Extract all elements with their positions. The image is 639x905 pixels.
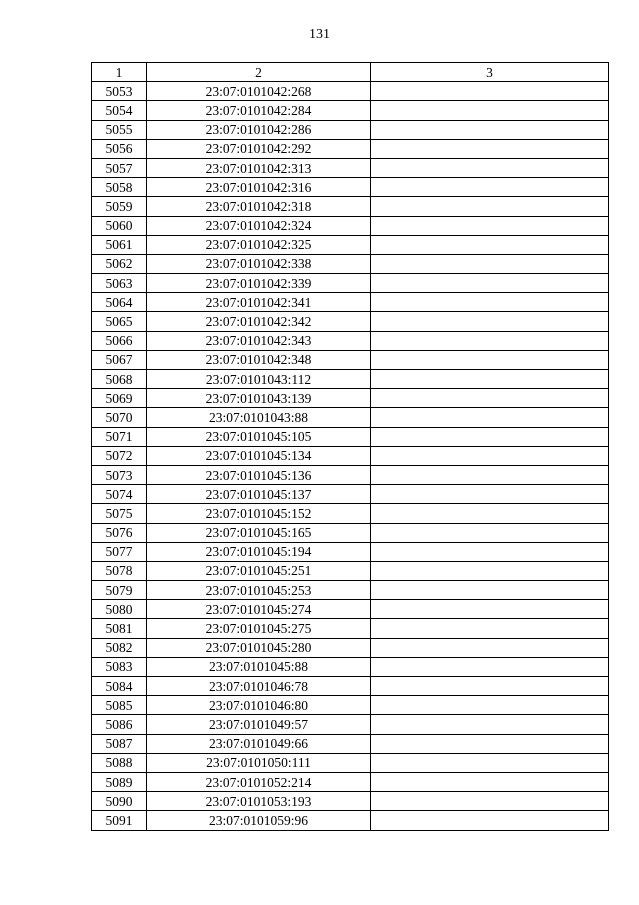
note-cell xyxy=(371,504,609,523)
table-row xyxy=(92,120,609,139)
row-number-cell: 5070 xyxy=(92,408,147,427)
table-row xyxy=(92,408,609,427)
note-cell xyxy=(371,139,609,158)
note-cell xyxy=(371,465,609,484)
row-number-cell: 5079 xyxy=(92,581,147,600)
row-number-cell: 5089 xyxy=(92,772,147,791)
row-number-cell: 5080 xyxy=(92,600,147,619)
row-number-cell: 5078 xyxy=(92,561,147,580)
table-row xyxy=(92,696,609,715)
table-row xyxy=(92,619,609,638)
row-number-cell: 5053 xyxy=(92,82,147,101)
note-cell xyxy=(371,408,609,427)
note-cell xyxy=(371,370,609,389)
table-row xyxy=(92,638,609,657)
note-cell xyxy=(371,811,609,830)
row-number-cell: 5072 xyxy=(92,446,147,465)
cadastral-number-cell: 23:07:0101045:152 xyxy=(147,504,371,523)
row-number-cell: 5082 xyxy=(92,638,147,657)
cadastral-number-cell: 23:07:0101042:284 xyxy=(147,101,371,120)
cadastral-number-cell: 23:07:0101042:318 xyxy=(147,197,371,216)
row-number-cell: 5073 xyxy=(92,465,147,484)
table-row xyxy=(92,753,609,772)
table-row xyxy=(92,216,609,235)
row-number-cell: 5086 xyxy=(92,715,147,734)
cadastral-number-cell: 23:07:0101045:280 xyxy=(147,638,371,657)
cadastral-number-cell: 23:07:0101042:343 xyxy=(147,331,371,350)
registry-table xyxy=(91,62,609,831)
note-cell xyxy=(371,178,609,197)
table-row xyxy=(92,235,609,254)
column-header-2: 2 xyxy=(147,63,371,82)
note-cell xyxy=(371,772,609,791)
cadastral-number-cell: 23:07:0101043:112 xyxy=(147,370,371,389)
note-cell xyxy=(371,235,609,254)
note-cell xyxy=(371,158,609,177)
row-number-cell: 5065 xyxy=(92,312,147,331)
row-number-cell: 5063 xyxy=(92,274,147,293)
note-cell xyxy=(371,581,609,600)
cadastral-number-cell: 23:07:0101042:325 xyxy=(147,235,371,254)
row-number-cell: 5088 xyxy=(92,753,147,772)
table-row xyxy=(92,715,609,734)
table-row xyxy=(92,465,609,484)
cadastral-number-cell: 23:07:0101046:80 xyxy=(147,696,371,715)
table-row xyxy=(92,446,609,465)
cadastral-number-cell: 23:07:0101043:88 xyxy=(147,408,371,427)
note-cell xyxy=(371,254,609,273)
table-row xyxy=(92,178,609,197)
cadastral-number-cell: 23:07:0101042:348 xyxy=(147,350,371,369)
table-row xyxy=(92,504,609,523)
table-body xyxy=(92,82,609,830)
row-number-cell: 5083 xyxy=(92,657,147,676)
table-row xyxy=(92,101,609,120)
note-cell xyxy=(371,542,609,561)
row-number-cell: 5076 xyxy=(92,523,147,542)
table-row xyxy=(92,811,609,830)
cadastral-number-cell: 23:07:0101045:88 xyxy=(147,657,371,676)
row-number-cell: 5066 xyxy=(92,331,147,350)
note-cell xyxy=(371,293,609,312)
note-cell xyxy=(371,101,609,120)
cadastral-number-cell: 23:07:0101052:214 xyxy=(147,772,371,791)
cadastral-number-cell: 23:07:0101042:342 xyxy=(147,312,371,331)
cadastral-number-cell: 23:07:0101045:105 xyxy=(147,427,371,446)
cadastral-number-cell: 23:07:0101045:253 xyxy=(147,581,371,600)
table-row xyxy=(92,677,609,696)
cadastral-number-cell: 23:07:0101042:268 xyxy=(147,82,371,101)
table-row xyxy=(92,734,609,753)
note-cell xyxy=(371,715,609,734)
note-cell xyxy=(371,696,609,715)
row-number-cell: 5074 xyxy=(92,485,147,504)
table-row xyxy=(92,561,609,580)
cadastral-number-cell: 23:07:0101042:286 xyxy=(147,120,371,139)
note-cell xyxy=(371,485,609,504)
row-number-cell: 5077 xyxy=(92,542,147,561)
table-row xyxy=(92,485,609,504)
table-row xyxy=(92,139,609,158)
table-row xyxy=(92,331,609,350)
cadastral-number-cell: 23:07:0101049:57 xyxy=(147,715,371,734)
cadastral-number-cell: 23:07:0101043:139 xyxy=(147,389,371,408)
row-number-cell: 5054 xyxy=(92,101,147,120)
cadastral-number-cell: 23:07:0101042:292 xyxy=(147,139,371,158)
note-cell xyxy=(371,82,609,101)
note-cell xyxy=(371,677,609,696)
note-cell xyxy=(371,216,609,235)
row-number-cell: 5081 xyxy=(92,619,147,638)
row-number-cell: 5069 xyxy=(92,389,147,408)
note-cell xyxy=(371,331,609,350)
table-row xyxy=(92,523,609,542)
row-number-cell: 5084 xyxy=(92,677,147,696)
cadastral-number-cell: 23:07:0101042:338 xyxy=(147,254,371,273)
row-number-cell: 5057 xyxy=(92,158,147,177)
table-row xyxy=(92,370,609,389)
note-cell xyxy=(371,427,609,446)
row-number-cell: 5090 xyxy=(92,792,147,811)
table-row xyxy=(92,581,609,600)
row-number-cell: 5068 xyxy=(92,370,147,389)
cadastral-number-cell: 23:07:0101049:66 xyxy=(147,734,371,753)
column-header-3: 3 xyxy=(371,63,609,82)
table-row xyxy=(92,274,609,293)
note-cell xyxy=(371,619,609,638)
row-number-cell: 5075 xyxy=(92,504,147,523)
note-cell xyxy=(371,734,609,753)
column-header-1: 1 xyxy=(92,63,147,82)
cadastral-number-cell: 23:07:0101042:339 xyxy=(147,274,371,293)
table-row xyxy=(92,657,609,676)
table-row xyxy=(92,293,609,312)
table-row xyxy=(92,772,609,791)
note-cell xyxy=(371,350,609,369)
cadastral-number-cell: 23:07:0101045:134 xyxy=(147,446,371,465)
cadastral-number-cell: 23:07:0101059:96 xyxy=(147,811,371,830)
cadastral-number-cell: 23:07:0101042:324 xyxy=(147,216,371,235)
cadastral-number-cell: 23:07:0101045:137 xyxy=(147,485,371,504)
note-cell xyxy=(371,638,609,657)
table-row xyxy=(92,350,609,369)
header-row xyxy=(92,63,609,82)
table-row xyxy=(92,427,609,446)
note-cell xyxy=(371,274,609,293)
cadastral-number-cell: 23:07:0101053:193 xyxy=(147,792,371,811)
table-row xyxy=(92,197,609,216)
row-number-cell: 5091 xyxy=(92,811,147,830)
note-cell xyxy=(371,446,609,465)
cadastral-number-cell: 23:07:0101042:316 xyxy=(147,178,371,197)
table-row xyxy=(92,542,609,561)
table-row xyxy=(92,389,609,408)
cadastral-number-cell: 23:07:0101046:78 xyxy=(147,677,371,696)
table-row xyxy=(92,312,609,331)
cadastral-number-cell: 23:07:0101045:165 xyxy=(147,523,371,542)
note-cell xyxy=(371,197,609,216)
row-number-cell: 5059 xyxy=(92,197,147,216)
table-row xyxy=(92,254,609,273)
table-row xyxy=(92,600,609,619)
cadastral-number-cell: 23:07:0101050:111 xyxy=(147,753,371,772)
table-row xyxy=(92,82,609,101)
note-cell xyxy=(371,753,609,772)
note-cell xyxy=(371,561,609,580)
row-number-cell: 5085 xyxy=(92,696,147,715)
table-header xyxy=(92,63,609,82)
note-cell xyxy=(371,600,609,619)
cadastral-number-cell: 23:07:0101042:341 xyxy=(147,293,371,312)
row-number-cell: 5055 xyxy=(92,120,147,139)
row-number-cell: 5058 xyxy=(92,178,147,197)
note-cell xyxy=(371,389,609,408)
cadastral-number-cell: 23:07:0101042:313 xyxy=(147,158,371,177)
cadastral-number-cell: 23:07:0101045:136 xyxy=(147,465,371,484)
note-cell xyxy=(371,523,609,542)
row-number-cell: 5087 xyxy=(92,734,147,753)
row-number-cell: 5061 xyxy=(92,235,147,254)
row-number-cell: 5062 xyxy=(92,254,147,273)
row-number-cell: 5056 xyxy=(92,139,147,158)
cadastral-number-cell: 23:07:0101045:275 xyxy=(147,619,371,638)
cadastral-number-cell: 23:07:0101045:274 xyxy=(147,600,371,619)
table-row xyxy=(92,158,609,177)
table-row xyxy=(92,792,609,811)
row-number-cell: 5060 xyxy=(92,216,147,235)
cadastral-number-cell: 23:07:0101045:251 xyxy=(147,561,371,580)
page-number: 131 xyxy=(309,27,330,42)
note-cell xyxy=(371,120,609,139)
row-number-cell: 5071 xyxy=(92,427,147,446)
note-cell xyxy=(371,312,609,331)
row-number-cell: 5064 xyxy=(92,293,147,312)
cadastral-number-cell: 23:07:0101045:194 xyxy=(147,542,371,561)
note-cell xyxy=(371,792,609,811)
row-number-cell: 5067 xyxy=(92,350,147,369)
note-cell xyxy=(371,657,609,676)
